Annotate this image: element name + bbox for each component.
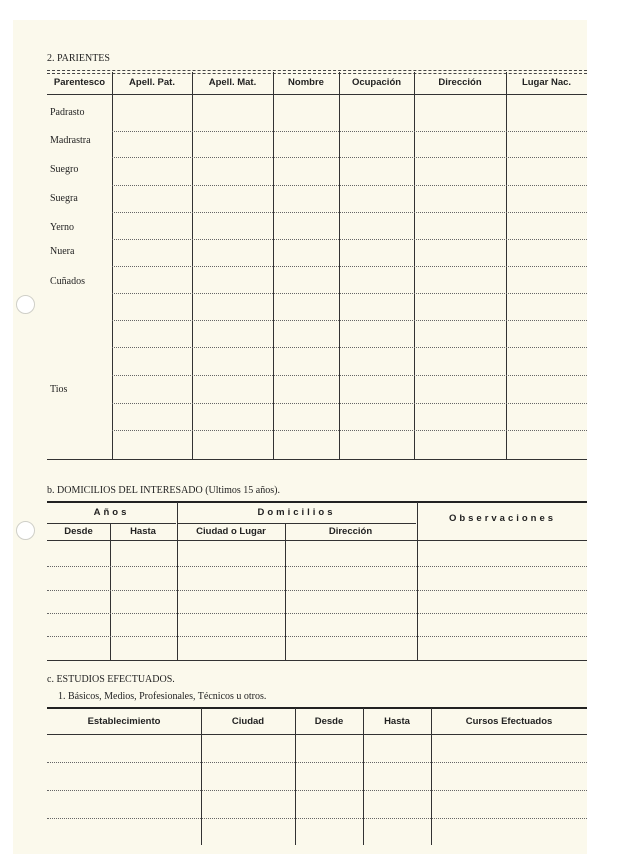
col-header-parentesco: Parentesco (53, 77, 106, 88)
punch-hole (16, 295, 35, 314)
section-b-top-rule (47, 501, 587, 503)
col-header-ocupacion: Ocupación (351, 77, 402, 88)
group-rule (177, 523, 416, 524)
section-c-title: c. ESTUDIOS EFECTUADOS. (47, 674, 175, 685)
header-rule (47, 540, 587, 541)
col-line (285, 524, 286, 660)
group-header-domicilios: Domicilios (257, 507, 336, 518)
relative-label: Tios (50, 384, 68, 395)
col-header-observaciones: Observaciones (448, 513, 557, 524)
relative-label: Suegro (50, 164, 79, 175)
row-rule (112, 293, 587, 294)
row-rule (47, 818, 587, 819)
row-rule (112, 375, 587, 376)
header-rule (47, 734, 587, 735)
col-header-desde: Desde (314, 716, 344, 727)
col-header-lugar-nac: Lugar Nac. (521, 77, 572, 88)
row-rule (112, 266, 587, 267)
col-header-cursos-efectuados: Cursos Efectuados (465, 716, 553, 727)
row-rule (47, 636, 587, 637)
row-rule (112, 131, 587, 132)
group-header-anos: Años (93, 507, 130, 518)
group-rule (47, 523, 176, 524)
row-rule (47, 566, 587, 567)
row-rule (112, 403, 587, 404)
row-rule (47, 590, 587, 591)
row-rule (112, 157, 587, 158)
row-rule (47, 613, 587, 614)
row-rule (112, 347, 587, 348)
col-line (295, 708, 296, 845)
relative-label: Suegra (50, 193, 78, 204)
table-bottom-rule (47, 459, 587, 460)
col-line (110, 524, 111, 660)
col-header-hasta: Hasta (384, 716, 410, 727)
col-line (201, 708, 202, 845)
relative-label: Madrastra (50, 135, 91, 146)
section-b-title: b. DOMICILIOS DEL INTERESADO (Ultimos 15 años). (47, 485, 280, 496)
row-rule (47, 762, 587, 763)
col-header-nombre: Nombre (288, 77, 324, 88)
relative-label: Padrasto (50, 107, 85, 118)
form-sheet (13, 20, 587, 854)
divider (47, 70, 587, 71)
col-header-direccion: Dirección (328, 526, 373, 537)
section-c-subtitle: 1. Básicos, Medios, Profesionales, Técnicos u otros. (58, 691, 267, 702)
row-rule (112, 430, 587, 431)
row-rule (112, 185, 587, 186)
col-line (431, 708, 432, 845)
row-rule (112, 239, 587, 240)
relative-label: Nuera (50, 246, 75, 257)
relative-label: Cuñados (50, 276, 85, 287)
row-rule (47, 790, 587, 791)
col-header-ciudad: Ciudad (231, 716, 265, 727)
section-a-title: 2. PARIENTES (47, 53, 110, 64)
col-header-direccion: Dirección (438, 77, 482, 88)
relative-label: Yerno (50, 222, 74, 233)
row-rule (112, 320, 587, 321)
col-header-hasta: Hasta (130, 526, 156, 537)
col-header-apell-pat: Apell. Pat. (129, 77, 175, 88)
row-rule (112, 212, 587, 213)
punch-hole (16, 521, 35, 540)
col-line (363, 708, 364, 845)
col-header-establecimiento: Establecimiento (87, 716, 161, 727)
col-header-apell-mat: Apell. Mat. (208, 77, 257, 88)
table-bottom-rule (47, 660, 587, 661)
section-c-top-rule (47, 707, 587, 709)
col-header-ciudad-lugar: Ciudad o Lugar (196, 526, 266, 537)
col-header-desde: Desde (64, 526, 93, 537)
